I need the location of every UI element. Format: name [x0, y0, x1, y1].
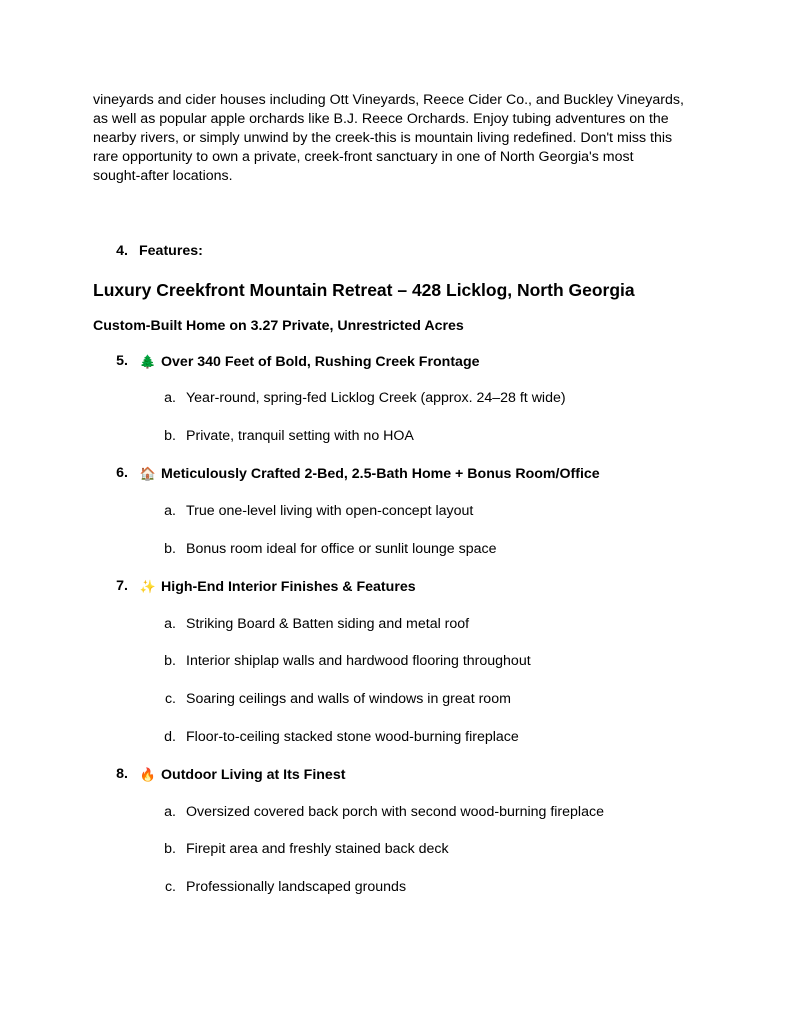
features-label: Features: — [139, 243, 203, 259]
list-item-text: True one-level living with open-concept layout — [186, 503, 474, 519]
section-heading: Meticulously Crafted 2-Bed, 2.5-Bath Home + Bonus Room/Office — [161, 466, 600, 482]
page-title: Luxury Creekfront Mountain Retreat – 428 Licklog, North Georgia — [93, 280, 635, 300]
list-number: 6. — [116, 465, 128, 481]
list-marker: d. — [164, 729, 176, 745]
intro-line: vineyards and cider houses including Ott Vineyards, Reece Cider Co., and Buckley Vineyards, — [93, 92, 684, 108]
list-marker: a. — [164, 804, 176, 820]
list-item-text: Oversized covered back porch with second wood-burning fireplace — [186, 804, 604, 820]
list-marker: c. — [164, 691, 176, 707]
list-marker: a. — [164, 616, 176, 632]
fire-icon: 🔥 — [139, 767, 157, 782]
list-item-text: Professionally landscaped grounds — [186, 879, 407, 895]
section-heading: Outdoor Living at Its Finest — [161, 767, 346, 783]
list-item-text: Floor-to-ceiling stacked stone wood-burning fireplace — [186, 729, 519, 745]
intro-line: sought-after locations. — [93, 168, 233, 184]
list-marker: b. — [164, 428, 176, 444]
page-subtitle: Custom-Built Home on 3.27 Private, Unrestricted Acres — [93, 318, 464, 334]
intro-paragraph — [93, 91, 703, 205]
list-marker: a. — [164, 390, 176, 406]
list-item-text: Private, tranquil setting with no HOA — [186, 428, 414, 444]
list-marker: b. — [164, 841, 176, 857]
evergreen-tree-icon: 🌲 — [139, 354, 157, 369]
list-item-text: Interior shiplap walls and hardwood flooring throughout — [186, 653, 531, 669]
sparkles-icon: ✨ — [139, 579, 157, 594]
list-marker: b. — [164, 541, 176, 557]
list-item-text: Bonus room ideal for office or sunlit lounge space — [186, 541, 497, 557]
list-marker: b. — [164, 653, 176, 669]
list-marker: a. — [164, 503, 176, 519]
list-number: 5. — [116, 353, 128, 369]
list-number: 8. — [116, 766, 128, 782]
section-heading: Over 340 Feet of Bold, Rushing Creek Frontage — [161, 354, 480, 370]
intro-line: nearby rivers, or simply unwind by the creek-this is mountain living redefined. Don't miss this — [93, 130, 673, 146]
list-item-text: Soaring ceilings and walls of windows in great room — [186, 691, 511, 707]
list-marker: c. — [164, 879, 176, 895]
section-heading: High-End Interior Finishes & Features — [161, 579, 416, 595]
list-item-text: Year-round, spring-fed Licklog Creek (approx. 24–28 ft wide) — [186, 390, 566, 406]
list-item-text: Firepit area and freshly stained back deck — [186, 841, 449, 857]
list-number: 7. — [116, 578, 128, 594]
intro-line: rare opportunity to own a private, creek-front sanctuary in one of North Georgia's most — [93, 149, 634, 165]
list-item-text: Striking Board & Batten siding and metal roof — [186, 616, 470, 632]
list-number: 4. — [116, 243, 128, 259]
house-icon: 🏠 — [139, 466, 157, 481]
intro-line: as well as popular apple orchards like B.J. Reece Orchards. Enjoy tubing adventures on the — [93, 111, 669, 127]
